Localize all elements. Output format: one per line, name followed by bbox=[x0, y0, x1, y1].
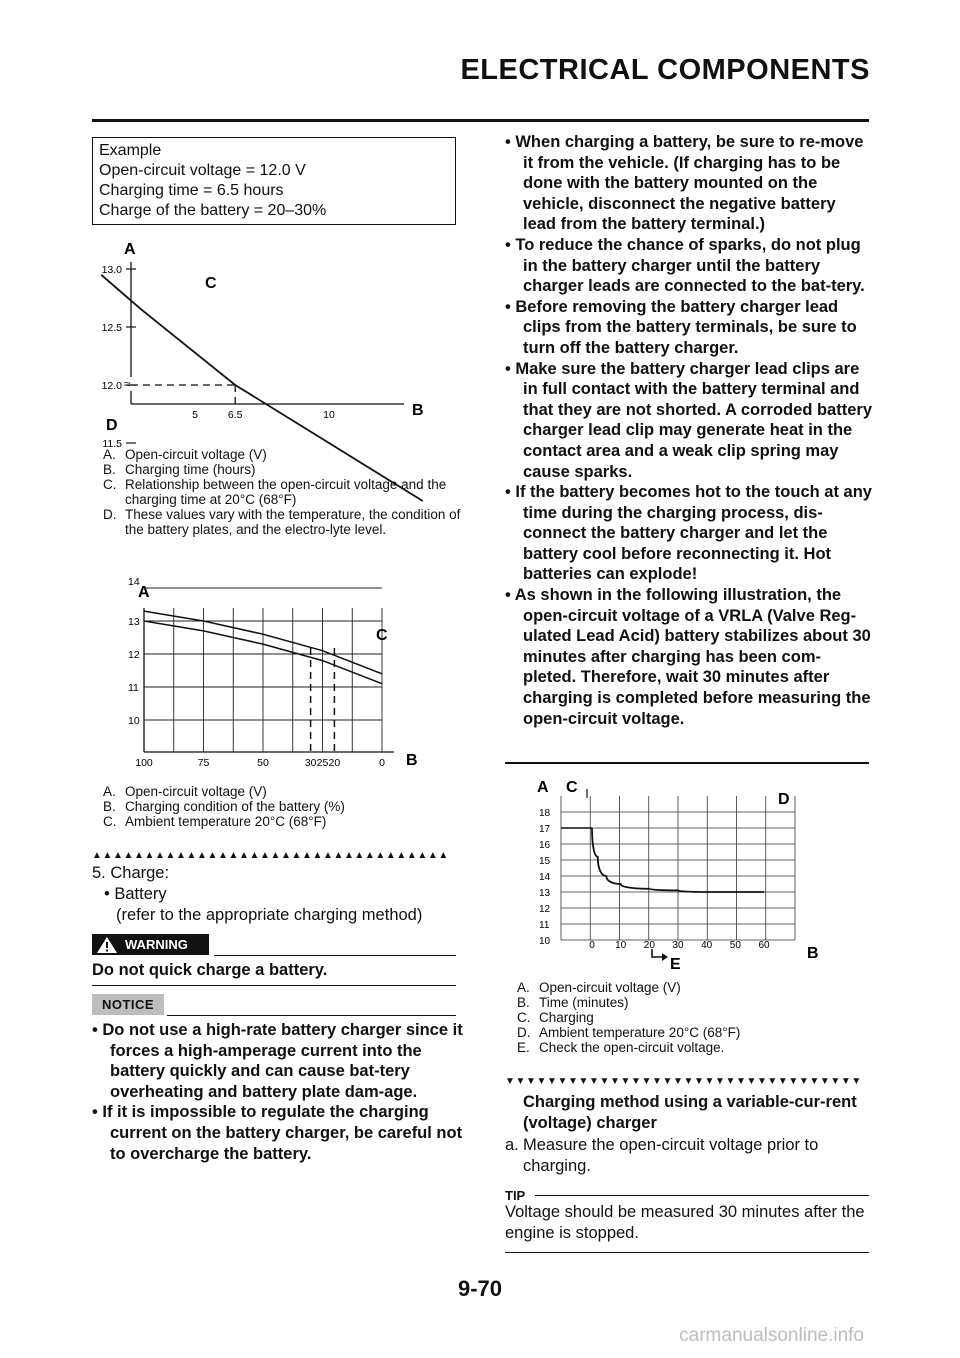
notice-item: • Do not use a high-rate battery charger since it forces a high-amperage current into the battery quickly and can cause bat-tery overheating and battery plate dam-age. bbox=[92, 1021, 463, 1101]
caption-key: A. bbox=[103, 447, 116, 462]
chart-voltage-stabilization bbox=[505, 772, 875, 982]
chart3-x-tick-label: 60 bbox=[758, 940, 770, 951]
chart2-x-tick-label: 50 bbox=[257, 757, 269, 769]
caption-row bbox=[103, 477, 463, 507]
chart2-x-tick-label: 20 bbox=[328, 757, 341, 769]
caption-key: D. bbox=[517, 1025, 531, 1040]
chart3-y-tick-label: 10 bbox=[539, 936, 551, 947]
warning-badge bbox=[92, 934, 209, 955]
start-marker-row: ▲▲▲▲▲▲▲▲▲▲▲▲▲▲▲▲▲▲▲▲▲▲▲▲▲▲▲▲▲▲▲▲▲▲ bbox=[92, 850, 449, 861]
tip-label: TIP bbox=[505, 1188, 526, 1203]
chart3-x-tick-label: 50 bbox=[729, 940, 741, 951]
chart2-x-tick-label: 25 bbox=[316, 757, 329, 769]
chart3-x-tick-label: 40 bbox=[701, 940, 713, 951]
chart3-check-arrowhead-icon bbox=[662, 953, 668, 961]
step-text: Measure the open-circuit voltage prior to charging. bbox=[523, 1136, 819, 1175]
chart-voltage-vs-charge-condition bbox=[92, 578, 472, 778]
note-item: • Make sure the battery charger lead clips are in full contact with the battery terminal and that they are not shorted. A corroded battery charger lead clip may generate heat in the contact area and a weak clip spring may cause sparks. bbox=[505, 359, 872, 481]
chart1-letter-d: D bbox=[106, 417, 118, 434]
notice-badge: NOTICE bbox=[92, 994, 164, 1015]
caption-text: Check the open-circuit voltage. bbox=[539, 1040, 725, 1055]
chart3-letter-d: D bbox=[778, 791, 790, 808]
chart2-x-tick-label: 100 bbox=[135, 757, 153, 769]
caption-row bbox=[103, 447, 463, 462]
caption-row bbox=[517, 1040, 857, 1055]
fig1-caption bbox=[103, 447, 463, 537]
chart1-y-tick-label: 13.0 bbox=[101, 264, 122, 276]
caption-key: E. bbox=[517, 1040, 530, 1055]
chart1-y-tick-label: 12.5 bbox=[101, 322, 122, 334]
warning-label: WARNING bbox=[125, 937, 188, 952]
chart2-x-tick-label: 0 bbox=[379, 757, 385, 769]
caption-row bbox=[103, 799, 463, 814]
step-key: a. bbox=[505, 1136, 519, 1154]
chart3-letter-c: C bbox=[566, 779, 578, 796]
tip-rule bbox=[535, 1195, 869, 1196]
chart3-y-tick-label: 16 bbox=[539, 840, 551, 851]
chart1-x-tick-label: 5 bbox=[192, 409, 198, 421]
chart1-x-tick-label: 6.5 bbox=[227, 409, 243, 421]
caption-key: B. bbox=[517, 995, 530, 1010]
note-item: • If the battery becomes hot to the touch at any time during the charging process, dis-connect the battery charger and let the battery cool before reconnecting it. Hot batteries can explode! bbox=[505, 483, 872, 584]
caption-key: B. bbox=[103, 462, 116, 477]
chart1-axis-break: ≈ bbox=[124, 377, 131, 391]
page-header-title: ELECTRICAL COMPONENTS bbox=[460, 54, 870, 86]
example-line: Example bbox=[99, 142, 162, 159]
end-marker-row: ▼▼▼▼▼▼▼▼▼▼▼▼▼▼▼▼▼▼▼▼▼▼▼▼▼▼▼▼▼▼▼▼▼▼ bbox=[505, 1076, 862, 1087]
chart2-x-tick-label: 30 bbox=[304, 757, 317, 769]
step-5-block bbox=[92, 863, 472, 926]
chart1-letter-c: C bbox=[205, 275, 217, 292]
chart2-y-tick-label: 14 bbox=[128, 576, 140, 588]
chart3-letter-a: A bbox=[537, 779, 549, 796]
method-step-a bbox=[505, 1135, 869, 1177]
method-title: Charging method using a variable-cur-rent (voltage) charger bbox=[523, 1093, 857, 1132]
caption-row bbox=[103, 462, 463, 477]
caption-text: Charging condition of the battery (%) bbox=[125, 799, 345, 814]
chart3-y-tick-label: 15 bbox=[539, 856, 551, 867]
chart3-y-tick-label: 11 bbox=[539, 920, 550, 931]
example-line: Charge of the battery = 20–30% bbox=[99, 202, 327, 219]
warning-text: Do not quick charge a battery. bbox=[92, 961, 328, 979]
fig2-caption bbox=[103, 784, 463, 829]
example-box bbox=[92, 137, 456, 225]
step-label: Charge: bbox=[110, 864, 170, 882]
step-5-sub: • Battery bbox=[104, 885, 167, 903]
caption-key: C. bbox=[103, 477, 117, 492]
caption-text: Charging bbox=[539, 1010, 594, 1025]
caption-key: C. bbox=[103, 814, 117, 829]
caption-text: Charging time (hours) bbox=[125, 462, 256, 477]
header-rule bbox=[92, 119, 869, 122]
chart2-letter-c: C bbox=[376, 627, 388, 644]
caption-row bbox=[517, 1010, 857, 1025]
note-item: • When charging a battery, be sure to re-move it from the vehicle. (If charging has to be done with the battery mounted on the vehicle, disconnect the negative battery lead from the battery terminal.) bbox=[505, 133, 864, 234]
tip-text: Voltage should be measured 30 minutes after the engine is stopped. bbox=[505, 1203, 865, 1242]
chart2-letter-b: B bbox=[406, 752, 418, 769]
warning-rule bbox=[214, 955, 456, 956]
example-line: Charging time = 6.5 hours bbox=[99, 182, 284, 199]
warning-triangle-icon bbox=[96, 934, 122, 955]
chart2-letter-a: A bbox=[138, 584, 150, 601]
notes-bottom-rule bbox=[505, 762, 869, 764]
warning-bottom-rule bbox=[92, 985, 456, 986]
caption-row bbox=[103, 814, 463, 829]
note-item: • As shown in the following illustration, the open-circuit voltage of a VRLA (Valve Reg-ulated Lead Acid) battery stabilizes about 30 minutes after charging has been com-pleted. Therefore, wait 30 minutes after charging is completed before measuring the open-circuit voltage. bbox=[505, 586, 871, 728]
caption-key: C. bbox=[517, 1010, 531, 1025]
chart3-letter-e: E bbox=[670, 956, 681, 973]
chart1-letter-a: A bbox=[124, 241, 136, 258]
chart1-y-tick-label: 12.0 bbox=[101, 380, 122, 392]
step-number: 5. bbox=[92, 864, 106, 882]
example-line: Open-circuit voltage = 12.0 V bbox=[99, 162, 306, 179]
watermark: carmanualsonline.info bbox=[679, 1325, 864, 1346]
note-item: • Before removing the battery charger lead clips from the battery terminals, be sure to turn off the battery charger. bbox=[505, 297, 857, 357]
chart3-y-tick-label: 18 bbox=[539, 808, 551, 819]
caption-key: D. bbox=[103, 507, 117, 522]
step-5-heading bbox=[92, 863, 472, 884]
notice-list bbox=[92, 1020, 464, 1164]
chart3-y-tick-label: 17 bbox=[539, 824, 551, 835]
chart1-y-tick-label: 11.5 bbox=[102, 438, 122, 450]
caption-row bbox=[517, 980, 857, 995]
chart3-x-tick-label: 20 bbox=[643, 940, 655, 951]
chart1-letter-b: B bbox=[412, 402, 424, 419]
tip-bottom-rule bbox=[505, 1252, 869, 1253]
caption-row bbox=[103, 784, 463, 799]
chart3-letter-b: B bbox=[807, 945, 819, 962]
caption-text: Time (minutes) bbox=[539, 995, 629, 1010]
chart2-x-tick-label: 75 bbox=[197, 757, 210, 769]
caption-text: Open-circuit voltage (V) bbox=[125, 447, 267, 462]
caption-text: These values vary with the temperature, the condition of the battery plates, and the electro-lyte level. bbox=[125, 507, 461, 537]
chart3-x-tick-label: 10 bbox=[615, 940, 627, 951]
fig3-caption bbox=[517, 980, 857, 1055]
caption-key: A. bbox=[103, 784, 116, 799]
caption-text: Ambient temperature 20°C (68°F) bbox=[125, 814, 327, 829]
chart1-x-tick-label: 10 bbox=[323, 409, 335, 421]
chart3-y-tick-label: 12 bbox=[539, 904, 551, 915]
notice-item: • If it is impossible to regulate the charging current on the battery charger, be careful not to overcharge the battery. bbox=[92, 1103, 463, 1163]
chart3-x-tick-label: 0 bbox=[589, 940, 595, 951]
caption-key: A. bbox=[517, 980, 530, 995]
caption-text: Open-circuit voltage (V) bbox=[125, 784, 267, 799]
page-number: 9-70 bbox=[457, 1276, 503, 1301]
right-notes-list bbox=[505, 132, 873, 729]
note-item: • To reduce the chance of sparks, do not plug in the battery charger until the battery charger leads are connected to the bat-tery. bbox=[505, 235, 865, 296]
step-5-ref: (refer to the appropriate charging method) bbox=[116, 906, 423, 924]
chart2-y-tick-label: 11 bbox=[128, 682, 139, 694]
caption-text: Ambient temperature 20°C (68°F) bbox=[539, 1025, 741, 1040]
chart2-y-tick-label: 10 bbox=[128, 715, 140, 727]
chart2-y-tick-label: 13 bbox=[128, 616, 140, 628]
chart2-y-tick-label: 12 bbox=[128, 649, 140, 661]
chart3-y-tick-label: 13 bbox=[539, 888, 551, 899]
chart3-x-tick-label: 30 bbox=[672, 940, 684, 951]
caption-row bbox=[517, 995, 857, 1010]
caption-key: B. bbox=[103, 799, 116, 814]
notice-rule bbox=[167, 1015, 456, 1016]
caption-row bbox=[103, 507, 463, 537]
chart3-y-tick-label: 14 bbox=[539, 872, 551, 883]
caption-text: Open-circuit voltage (V) bbox=[539, 980, 681, 995]
caption-text: Relationship between the open-circuit voltage and the charging time at 20°C (68°F) bbox=[125, 477, 447, 507]
caption-row bbox=[517, 1025, 857, 1040]
chart-voltage-vs-time bbox=[92, 232, 472, 450]
